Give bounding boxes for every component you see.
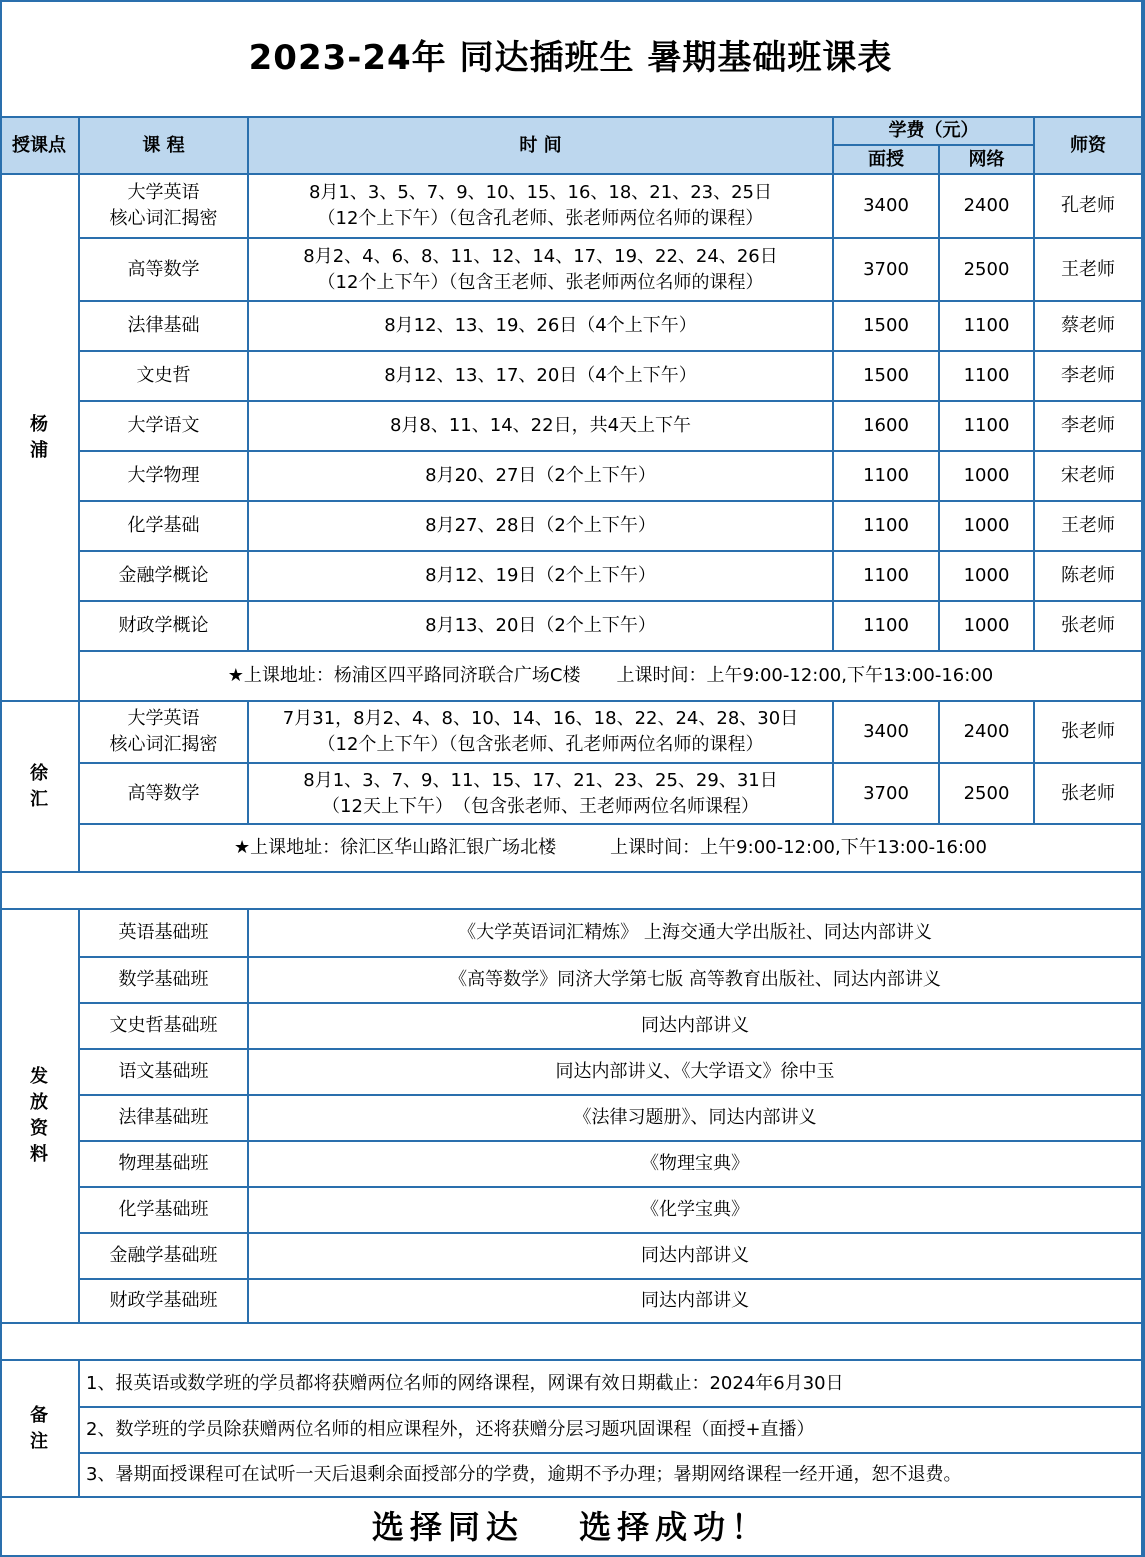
yangpu-time-line-1: 8月2、4、6、8、11、12、14、17、19、22、24、26日 [303, 245, 778, 267]
yangpu-time [249, 175, 834, 239]
yangpu-fee-offline-text [863, 463, 909, 489]
xuhui-time-line-1: 8月1、3、7、9、11、15、17、21、23、25、29、31日 [303, 769, 778, 791]
yangpu-fee-offline-text [863, 193, 909, 219]
yangpu-course-text [128, 463, 200, 489]
yangpu-time [249, 552, 834, 602]
xuhui-time [249, 764, 834, 825]
yangpu-fee-offline-text [863, 413, 909, 439]
yangpu-fee-online-text [964, 513, 1010, 539]
yangpu-fee-offline [834, 502, 940, 552]
yangpu-teacher [1035, 452, 1143, 502]
xuhui-teacher-line-1: 张老师 [1061, 721, 1115, 742]
yangpu-time-text [390, 413, 691, 439]
header-fee [834, 118, 1035, 146]
material-books-line-1: 《物理宝典》 [641, 1153, 749, 1174]
yangpu-time-line-2: （12个上下午）（包含孔老师、张老师两位名师的课程） [317, 208, 764, 229]
yangpu-fee-online-line-1: 1000 [963, 515, 1010, 536]
yangpu-fee-offline [834, 452, 940, 502]
yangpu-time-text [425, 613, 656, 639]
yangpu-fee-offline-text [863, 313, 909, 339]
material-books-line-1: 《高等数学》同济大学第七版 高等教育出版社、同达内部讲义 [449, 969, 941, 990]
xuhui-fee-online-text [964, 719, 1010, 745]
yangpu-course-text [128, 257, 200, 283]
header-course-text [142, 133, 184, 159]
yangpu-fee-offline-line-1: 1100 [863, 565, 909, 586]
yangpu-fee-offline-line-1: 1100 [863, 465, 909, 486]
yangpu-fee-offline-line-1: 1500 [863, 315, 909, 336]
yangpu-address-text [228, 663, 993, 689]
yangpu-time [249, 352, 834, 402]
notes-label [0, 1361, 80, 1498]
material-class-text [119, 967, 209, 993]
spacer-row-2 [0, 1324, 1143, 1361]
campus-yangpu-line-2: 浦 [30, 439, 48, 461]
campus-yangpu [0, 175, 80, 702]
note-item-text [86, 1462, 961, 1488]
campus-xuhui [0, 702, 80, 873]
xuhui-time-line-2: （12天上下午） （包含张老师、王老师两位名师课程） [322, 795, 759, 817]
materials-label-line-1: 发 [30, 1066, 48, 1087]
yangpu-fee-online [940, 452, 1035, 502]
material-books-text [449, 967, 941, 993]
yangpu-time [249, 239, 834, 302]
material-class-line-1: 化学基础班 [118, 1199, 209, 1220]
yangpu-course-text [119, 613, 209, 639]
material-class [80, 1004, 249, 1050]
material-class [80, 1050, 249, 1096]
header-campus-text [12, 133, 66, 159]
campus-xuhui-line-1: 徐 [30, 762, 48, 784]
material-books-line-1: 同达内部讲义、《大学语文》徐中玉 [555, 1061, 835, 1082]
yangpu-time-line-1: 8月12、19日（2个上下午） [425, 565, 656, 586]
yangpu-course [80, 602, 249, 652]
yangpu-course-line-1: 金融学概论 [118, 565, 209, 586]
campus-yangpu-line-1: 杨 [30, 413, 48, 435]
material-class [80, 910, 249, 958]
note-item [80, 1361, 1143, 1408]
material-books [249, 1234, 1143, 1280]
slogan-line-1: 选择同达 选择成功！ [371, 1507, 770, 1546]
material-class [80, 958, 249, 1004]
materials-label-line-3: 资 [30, 1118, 48, 1139]
yangpu-course [80, 552, 249, 602]
notes-label-line-1: 备 [30, 1404, 48, 1426]
xuhui-teacher-text [1061, 781, 1115, 807]
xuhui-course-line-1: 大学英语 [127, 708, 200, 729]
yangpu-fee-offline-text [863, 613, 909, 639]
yangpu-teacher-line-1: 李老师 [1061, 415, 1115, 436]
yangpu-teacher-text [1061, 363, 1115, 389]
yangpu-fee-online-text [964, 193, 1010, 219]
xuhui-course-text [128, 781, 200, 807]
yangpu-teacher-line-1: 王老师 [1061, 258, 1115, 280]
yangpu-fee-online-text [964, 463, 1010, 489]
material-books [249, 1004, 1143, 1050]
yangpu-teacher [1035, 352, 1143, 402]
yangpu-time-line-1: 8月1、3、5、7、9、10、15、16、18、21、23、25日 [308, 182, 773, 203]
yangpu-fee-offline-line-1: 1600 [863, 415, 909, 436]
yangpu-fee-online-line-1: 2500 [963, 258, 1010, 280]
yangpu-fee-online-text [964, 563, 1010, 589]
yangpu-course-line-1: 法律基础 [127, 315, 200, 336]
material-books-text [458, 920, 932, 946]
notes-label-line-2: 注 [30, 1430, 48, 1452]
xuhui-fee-online-text [964, 781, 1010, 807]
material-books-line-1: 同达内部讲义 [641, 1245, 749, 1266]
yangpu-teacher [1035, 602, 1143, 652]
yangpu-time-line-2: （12个上下午）（包含王老师、张老师两位名师的课程） [317, 271, 764, 293]
yangpu-fee-online-text [964, 313, 1010, 339]
yangpu-teacher-line-1: 陈老师 [1061, 565, 1115, 586]
note-item-text [86, 1371, 844, 1397]
material-books-line-1: 《化学宝典》 [641, 1199, 749, 1220]
header-course-line-1: 课 程 [142, 134, 185, 156]
header-time [249, 118, 834, 175]
xuhui-fee-online [940, 764, 1035, 825]
header-course [80, 118, 249, 175]
yangpu-fee-offline-line-1: 3700 [863, 258, 909, 280]
xuhui-course-line-2: 核心词汇揭密 [109, 734, 218, 755]
yangpu-address [80, 652, 1143, 702]
yangpu-fee-online [940, 239, 1035, 302]
yangpu-time [249, 502, 834, 552]
yangpu-fee-offline [834, 175, 940, 239]
yangpu-fee-online-text [964, 257, 1010, 283]
xuhui-address-text [234, 835, 987, 861]
yangpu-fee-online-line-1: 1100 [963, 365, 1010, 386]
material-class-line-1: 财政学基础班 [109, 1290, 218, 1311]
materials-label-text [30, 1064, 48, 1168]
header-fee-line-1: 学费（元） [888, 120, 979, 141]
yangpu-course-line-1: 高等数学 [127, 258, 200, 280]
header-teacher-text [1070, 133, 1106, 159]
yangpu-time-text [384, 313, 697, 339]
yangpu-time-text [384, 363, 697, 389]
material-class-text [119, 920, 209, 946]
yangpu-teacher [1035, 239, 1143, 302]
note-item [80, 1454, 1143, 1498]
xuhui-fee-online-line-1: 2400 [963, 721, 1010, 742]
note-item-line-1: 2、数学班的学员除获赠两位名师的相应课程外，还将获赠分层习题巩固课程（面授+直播） [86, 1419, 815, 1440]
xuhui-address [80, 825, 1143, 873]
xuhui-fee-offline-line-1: 3700 [863, 782, 909, 804]
material-books-line-1: 同达内部讲义 [641, 1290, 749, 1311]
yangpu-course [80, 239, 249, 302]
xuhui-fee-offline-text [863, 781, 909, 807]
yangpu-fee-offline-line-1: 1500 [863, 365, 909, 386]
material-class-line-1: 数学基础班 [118, 969, 209, 990]
yangpu-fee-online-line-1: 1000 [963, 565, 1010, 586]
yangpu-time-line-1: 8月20、27日（2个上下午） [425, 465, 656, 486]
yangpu-course-line-1: 大学英语 [127, 182, 200, 203]
yangpu-time-line-1: 8月12、13、19、26日（4个上下午） [384, 315, 697, 336]
material-books [249, 1188, 1143, 1234]
material-class [80, 1188, 249, 1234]
campus-xuhui-line-2: 汇 [30, 788, 48, 810]
yangpu-course-text [128, 513, 200, 539]
material-class-text [119, 1059, 209, 1085]
page-title-line-1: 2023-24年 同达插班生 暑期基础班课表 [248, 38, 893, 78]
slogan [0, 1498, 1143, 1557]
material-books [249, 958, 1143, 1004]
header-fee-online-text [969, 147, 1005, 173]
yangpu-fee-online-line-1: 1100 [963, 415, 1010, 436]
xuhui-fee-online [940, 702, 1035, 764]
yangpu-fee-offline [834, 402, 940, 452]
yangpu-fee-online-line-1: 2400 [963, 195, 1010, 216]
yangpu-course [80, 302, 249, 352]
page-title-text [248, 38, 893, 78]
yangpu-teacher-text [1061, 463, 1115, 489]
yangpu-fee-online [940, 602, 1035, 652]
material-books [249, 1096, 1143, 1142]
notes-label-text [30, 1403, 48, 1455]
yangpu-teacher-line-1: 孔老师 [1061, 195, 1115, 216]
xuhui-fee-online-line-1: 2500 [963, 782, 1010, 804]
yangpu-time [249, 452, 834, 502]
material-class-line-1: 物理基础班 [118, 1153, 209, 1174]
yangpu-course [80, 175, 249, 239]
yangpu-fee-online [940, 175, 1035, 239]
slogan-text [371, 1507, 770, 1546]
material-class-text [119, 1197, 209, 1223]
yangpu-teacher-line-1: 张老师 [1061, 615, 1115, 636]
yangpu-course-line-1: 财政学概论 [118, 615, 209, 636]
yangpu-fee-online [940, 352, 1035, 402]
header-fee-online [940, 146, 1035, 175]
material-class-line-1: 金融学基础班 [109, 1245, 218, 1266]
material-class-text [119, 1105, 209, 1131]
yangpu-time-text [303, 244, 778, 296]
header-time-text [519, 133, 561, 159]
yangpu-time-text [425, 563, 656, 589]
campus-yangpu-text [30, 412, 48, 464]
yangpu-time-line-1: 8月13、20日（2个上下午） [425, 615, 656, 636]
yangpu-time-text [425, 463, 656, 489]
yangpu-course-line-2: 核心词汇揭密 [109, 208, 218, 229]
xuhui-time-line-1: 7月31，8月2、4、8、10、14、16、18、22、24、28、30日 [282, 708, 799, 729]
header-fee-offline-line-1: 面授 [868, 148, 904, 170]
yangpu-course-line-1: 文史哲 [136, 365, 191, 386]
material-class [80, 1280, 249, 1324]
material-class-text [119, 1151, 209, 1177]
yangpu-course [80, 452, 249, 502]
yangpu-fee-offline-text [863, 513, 909, 539]
yangpu-fee-online-text [964, 613, 1010, 639]
material-class [80, 1096, 249, 1142]
yangpu-teacher-text [1061, 413, 1115, 439]
yangpu-fee-offline [834, 552, 940, 602]
material-books [249, 1280, 1143, 1324]
header-fee-offline-text [868, 147, 904, 173]
material-class-line-1: 语文基础班 [118, 1061, 209, 1082]
yangpu-teacher-text [1061, 513, 1115, 539]
xuhui-time-line-2: （12个上下午）（包含张老师、孔老师两位名师的课程） [317, 734, 764, 755]
xuhui-address-line-1: ★上课地址：徐汇区华山路汇银广场北楼 上课时间：上午9:00-12:00,下午13:00-16:00 [234, 837, 987, 858]
material-books-text [641, 1197, 749, 1223]
material-class-text [110, 1288, 218, 1314]
yangpu-time-text [425, 513, 656, 539]
header-fee-online-line-1: 网络 [968, 148, 1005, 170]
yangpu-course-line-1: 大学物理 [127, 465, 200, 486]
xuhui-teacher-line-1: 张老师 [1061, 782, 1115, 804]
yangpu-course [80, 402, 249, 452]
xuhui-course [80, 764, 249, 825]
material-class-line-1: 法律基础班 [118, 1107, 209, 1128]
materials-label [0, 910, 80, 1324]
spacer-row-1 [0, 873, 1143, 910]
header-teacher-line-1: 师资 [1070, 134, 1106, 156]
header-fee-offline [834, 146, 940, 175]
yangpu-fee-online-line-1: 1000 [963, 465, 1010, 486]
yangpu-teacher [1035, 502, 1143, 552]
yangpu-teacher-line-1: 李老师 [1061, 365, 1115, 386]
header-time-line-1: 时 间 [519, 134, 562, 156]
yangpu-course-line-1: 化学基础 [127, 515, 200, 536]
yangpu-fee-offline-line-1: 3400 [863, 195, 909, 216]
note-item [80, 1408, 1143, 1454]
yangpu-teacher-line-1: 蔡老师 [1061, 315, 1115, 336]
material-books-line-1: 《大学英语词汇精炼》 上海交通大学出版社、同达内部讲义 [458, 922, 932, 943]
yangpu-address-line-1: ★上课地址：杨浦区四平路同济联合广场C楼 上课时间：上午9:00-12:00,下午13:00-16:00 [227, 665, 994, 686]
header-teacher [1035, 118, 1143, 175]
material-books-text [641, 1288, 749, 1314]
yangpu-teacher [1035, 402, 1143, 452]
material-books-line-1: 同达内部讲义 [641, 1015, 749, 1036]
yangpu-time [249, 602, 834, 652]
yangpu-teacher-text [1061, 193, 1115, 219]
header-campus-line-1: 授课点 [12, 134, 66, 156]
campus-xuhui-text [30, 761, 48, 813]
yangpu-fee-online [940, 552, 1035, 602]
xuhui-time-text [303, 768, 778, 820]
xuhui-teacher [1035, 764, 1143, 825]
yangpu-fee-offline-text [863, 563, 909, 589]
yangpu-time-line-1: 8月8、11、14、22日，共4天上下午 [389, 415, 692, 436]
yangpu-teacher-text [1061, 613, 1115, 639]
materials-label-line-2: 放 [30, 1092, 48, 1113]
xuhui-course [80, 702, 249, 764]
yangpu-fee-online-text [964, 363, 1010, 389]
material-books-text [641, 1151, 749, 1177]
yangpu-time-line-1: 8月12、13、17、20日（4个上下午） [384, 365, 697, 386]
material-class-line-1: 文史哲基础班 [109, 1015, 218, 1036]
yangpu-teacher-text [1061, 313, 1115, 339]
header-fee-text [889, 118, 979, 144]
xuhui-course-line-1: 高等数学 [127, 782, 200, 804]
material-books-text [574, 1105, 817, 1131]
yangpu-fee-offline [834, 602, 940, 652]
material-class-text [110, 1243, 218, 1269]
note-item-line-1: 3、暑期面授课程可在试听一天后退剩余面授部分的学费，逾期不予办理；暑期网络课程一经开通，恕不退费。 [86, 1464, 962, 1485]
material-books [249, 910, 1143, 958]
yangpu-fee-offline [834, 352, 940, 402]
material-books-text [641, 1013, 749, 1039]
xuhui-time [249, 702, 834, 764]
yangpu-teacher [1035, 175, 1143, 239]
yangpu-teacher [1035, 302, 1143, 352]
yangpu-fee-offline-text [863, 363, 909, 389]
yangpu-course-line-1: 大学语文 [127, 415, 200, 436]
yangpu-course [80, 352, 249, 402]
yangpu-fee-offline [834, 302, 940, 352]
yangpu-teacher-line-1: 王老师 [1061, 515, 1115, 536]
yangpu-time-line-1: 8月27、28日（2个上下午） [425, 515, 656, 536]
yangpu-course-text [110, 180, 218, 232]
xuhui-fee-offline [834, 702, 940, 764]
yangpu-time [249, 302, 834, 352]
yangpu-time-text [309, 180, 772, 232]
xuhui-teacher [1035, 702, 1143, 764]
material-books [249, 1050, 1143, 1096]
yangpu-fee-online-line-1: 1000 [963, 615, 1010, 636]
yangpu-course-text [119, 563, 209, 589]
yangpu-teacher-line-1: 宋老师 [1061, 465, 1115, 486]
yangpu-fee-offline-line-1: 1100 [863, 515, 909, 536]
yangpu-fee-offline [834, 239, 940, 302]
material-books [249, 1142, 1143, 1188]
yangpu-course-text [128, 313, 200, 339]
xuhui-fee-offline [834, 764, 940, 825]
yangpu-time [249, 402, 834, 452]
yangpu-course-text [137, 363, 191, 389]
header-campus [0, 118, 80, 175]
yangpu-teacher [1035, 552, 1143, 602]
note-item-text [86, 1417, 815, 1443]
yangpu-fee-online [940, 402, 1035, 452]
yangpu-fee-online-line-1: 1100 [963, 315, 1010, 336]
yangpu-fee-online-text [964, 413, 1010, 439]
xuhui-fee-offline-text [863, 719, 909, 745]
material-class [80, 1234, 249, 1280]
page-title [0, 0, 1143, 118]
xuhui-fee-offline-line-1: 3400 [863, 721, 909, 742]
material-books-text [641, 1243, 749, 1269]
xuhui-course-text [110, 706, 218, 758]
material-class-text [110, 1013, 218, 1039]
yangpu-teacher-text [1061, 257, 1115, 283]
material-books-text [556, 1059, 835, 1085]
yangpu-course-text [128, 413, 200, 439]
material-class [80, 1142, 249, 1188]
xuhui-teacher-text [1061, 719, 1115, 745]
materials-label-line-4: 料 [30, 1144, 48, 1165]
yangpu-fee-online [940, 302, 1035, 352]
material-class-line-1: 英语基础班 [118, 922, 209, 943]
note-item-line-1: 1、报英语或数学班的学员都将获赠两位名师的网络课程，网课有效日期截止：2024年6月30日 [86, 1372, 844, 1394]
xuhui-time-text [283, 706, 798, 758]
material-books-line-1: 《法律习题册》、同达内部讲义 [573, 1107, 817, 1128]
yangpu-course [80, 502, 249, 552]
yangpu-fee-offline-line-1: 1100 [863, 615, 909, 636]
yangpu-fee-online [940, 502, 1035, 552]
yangpu-fee-offline-text [863, 257, 909, 283]
yangpu-teacher-text [1061, 563, 1115, 589]
